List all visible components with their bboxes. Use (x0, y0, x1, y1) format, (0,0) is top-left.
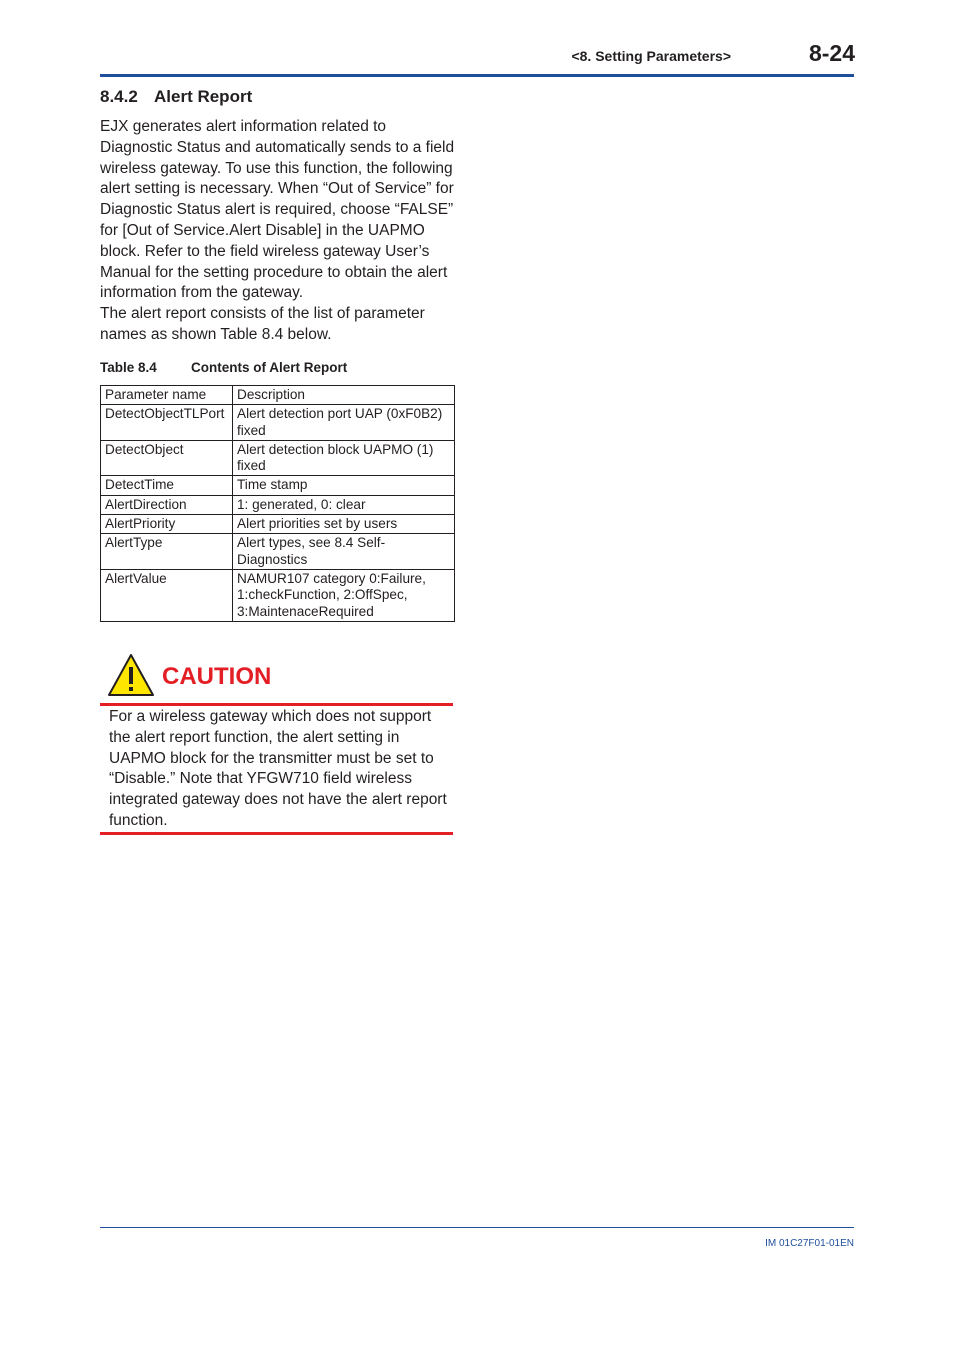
table-caption-title: Contents of Alert Report (191, 360, 348, 375)
alert-report-table (100, 385, 455, 622)
table-header-cell: Description (233, 386, 455, 405)
caution-title: CAUTION (162, 663, 272, 690)
section-number: 8.4.2 (100, 87, 138, 106)
table-caption-label: Table 8.4 (100, 360, 157, 375)
section-heading (100, 87, 252, 107)
section-title: Alert Report (154, 87, 253, 106)
warning-triangle-icon (107, 653, 155, 697)
parameter-name-cell: AlertValue (101, 569, 233, 621)
parameter-name-cell: DetectObjectTLPort (101, 405, 233, 441)
header-divider (100, 74, 854, 77)
caution-divider-top (100, 703, 453, 706)
description-cell: Alert priorities set by users (233, 515, 455, 534)
description-cell: Alert types, see 8.4 Self-Diagnostics (233, 534, 455, 570)
description-cell: NAMUR107 category 0:Failure, 1:checkFunction, 2:OffSpec, 3:MaintenaceRequired (233, 569, 455, 621)
table-header-row (101, 386, 455, 405)
table-caption (100, 360, 347, 375)
table-row (101, 569, 455, 621)
document-number: IM 01C27F01-01EN (765, 1238, 854, 1249)
table-header-cell: Parameter name (101, 386, 233, 405)
footer-divider (100, 1227, 854, 1228)
table-row (101, 495, 455, 514)
description-cell: Alert detection block UAPMO (1) fixed (233, 440, 455, 476)
page-number: 8-24 (808, 40, 855, 66)
table-row (101, 534, 455, 570)
parameter-name-cell: AlertDirection (101, 495, 233, 514)
table-row (101, 440, 455, 476)
table-row (101, 476, 455, 495)
body-text (100, 117, 460, 346)
parameter-name-cell: AlertType (101, 534, 233, 570)
parameter-name-cell: DetectObject (101, 440, 233, 476)
caution-divider-bottom (100, 832, 453, 835)
chapter-header: <8. Setting Parameters> (571, 48, 731, 64)
parameter-name-cell: DetectTime (101, 476, 233, 495)
table-row (101, 515, 455, 534)
caution-text: For a wireless gateway which does not support the alert report function, the alert setting in UAPMO block for the transmitter must be set to “Disable.” Note that YFGW710 field wireless integrated gateway does not have the alert report function. (109, 708, 447, 829)
description-cell: Alert detection port UAP (0xF0B2) fixed (233, 405, 455, 441)
parameter-name-cell: AlertPriority (101, 515, 233, 534)
paragraph: EJX generates alert information related to Diagnostic Status and automatically sends to a field wireless gateway. To use this function, the following alert setting is necessary. When “Out of Service” for Diagnostic Status alert is required, choose “FALSE” for [Out of Service.Alert Disable] in the UAPMO block. Refer to the field wireless gateway User’s Manual for the setting procedure to obtain the alert information from the gateway. (100, 118, 455, 302)
description-cell: Time stamp (233, 476, 455, 495)
paragraph: The alert report consists of the list of parameter names as shown Table 8.4 below. (100, 305, 425, 343)
description-cell: 1: generated, 0: clear (233, 495, 455, 514)
table-row (101, 405, 455, 441)
